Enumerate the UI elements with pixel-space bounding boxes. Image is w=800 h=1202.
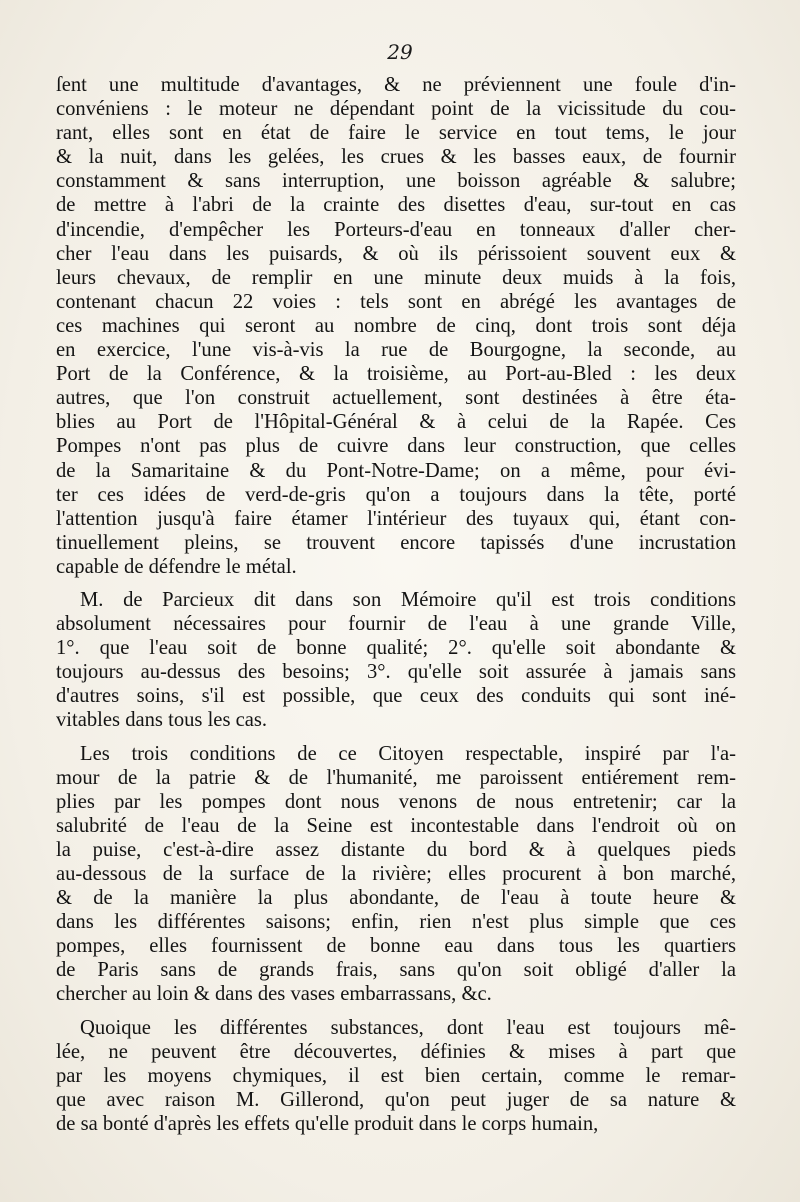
text-line: lée, ne peuvent être découvertes, définies & mises à part que xyxy=(56,1040,736,1063)
text-line: ſent une multitude d'avantages, & ne préviennent une foule d'in- xyxy=(56,74,736,96)
text-line: de sa bonté d'après les effets qu'elle produit dans le corps humain, xyxy=(56,1112,599,1135)
text-line: 1°. que l'eau soit de bonne qualité; 2°. qu'elle soit abondante & xyxy=(56,637,736,660)
text-line: tinuellement pleins, se trouvent encore tapissés d'une incrustation xyxy=(56,531,736,554)
text-line: M. de Parcieux dit dans son Mémoire qu'il est trois conditions xyxy=(80,588,736,611)
text-line: blies au Port de l'Hôpital-Général & à celui de la Rapée. Ces xyxy=(56,411,736,434)
text-line: toujours au-dessus des besoins; 3°. qu'elle soit assurée à jamais sans xyxy=(56,661,736,684)
text-line: au-dessous de la surface de la rivière; elles procurent à bon marché, xyxy=(56,863,736,885)
body-text xyxy=(56,73,736,1136)
text-line: leurs chevaux, de remplir en une minute deux muids à la fois, xyxy=(56,266,736,289)
text-line: convéniens : le moteur ne dépendant point de la vicissitude du cou- xyxy=(56,98,736,121)
paragraph-gap xyxy=(56,1007,736,1016)
text-line: salubrité de l'eau de la Seine est incontestable dans l'endroit où on xyxy=(56,814,736,837)
text-line: pompes, elles fournissent de bonne eau dans tous les quartiers xyxy=(56,935,736,958)
paragraph xyxy=(56,1016,736,1136)
text-line: la puise, c'est-à-dire assez distante du bord & à quelques pieds xyxy=(56,838,736,861)
text-line: contenant chacun 22 voies : tels sont en abrégé les avantages de xyxy=(56,290,736,313)
text-line: que avec raison M. Gillerond, qu'on peut juger de sa nature & xyxy=(56,1088,736,1111)
text-line: d'incendie, d'empêcher les Porteurs-d'eau en tonneaux d'aller cher- xyxy=(56,218,736,241)
text-line: constamment & sans interruption, une boisson agréable & salubre; xyxy=(56,170,736,193)
paragraph xyxy=(56,588,736,733)
paragraph-gap xyxy=(56,579,736,588)
text-line: ces machines qui seront au nombre de cinq, dont trois sont déja xyxy=(56,314,736,337)
text-line: Les trois conditions de ce Citoyen respectable, inspiré par l'a- xyxy=(80,742,736,765)
text-line: capable de défendre le métal. xyxy=(56,555,297,578)
text-line: par les moyens chymiques, il est bien certain, comme le remar- xyxy=(56,1064,736,1087)
text-line: plies par les pompes dont nous venons de nous entretenir; car la xyxy=(56,790,736,813)
text-line: Port de la Conférence, & la troisième, au Port-au-Bled : les deux xyxy=(56,363,736,386)
text-line: l'attention jusqu'à faire étamer l'intérieur des tuyaux qui, étant con- xyxy=(56,507,736,530)
text-line: cher l'eau dans les puisards, & où ils périssoient souvent eux & xyxy=(56,242,736,265)
paragraph-gap xyxy=(56,733,736,742)
text-line: de la Samaritaine & du Pont-Notre-Dame; on a même, pour évi- xyxy=(56,459,736,482)
text-line: de mettre à l'abri de la crainte des disettes d'eau, sur-tout en cas xyxy=(56,194,736,217)
text-line: vitables dans tous les cas. xyxy=(56,709,268,732)
text-line: chercher au loin & dans des vases embarrassans, &c. xyxy=(56,983,492,1006)
text-line: & de la manière la plus abondante, de l'eau à toute heure & xyxy=(56,887,736,910)
text-line: & la nuit, dans les gelées, les crues & les basses eaux, de fournir xyxy=(56,146,736,169)
page-number: 29 xyxy=(387,40,413,64)
text-line: Pompes n'ont pas plus de cuivre dans leur construction, que celles xyxy=(56,435,736,458)
text-line: de Paris sans de grands frais, sans qu'on soit obligé d'aller la xyxy=(56,959,736,982)
text-line: Quoique les différentes substances, dont l'eau est toujours mê- xyxy=(80,1016,736,1039)
paragraph xyxy=(56,73,736,579)
text-line: d'autres soins, s'il est possible, que ceux des conduits qui sont iné- xyxy=(56,685,736,708)
text-line: ter ces idées de verd-de-gris qu'on a toujours dans la tête, porté xyxy=(56,483,736,506)
text-line: autres, que l'on construit actuellement, sont destinées à être éta- xyxy=(56,387,736,410)
paragraph xyxy=(56,742,736,1007)
text-line: absolument nécessaires pour fournir de l'eau à une grande Ville, xyxy=(56,613,736,636)
text-line: mour de la patrie & de l'humanité, me paroissent entiérement rem- xyxy=(56,766,736,789)
text-line: en exercice, l'une vis-à-vis la rue de Bourgogne, la seconde, au xyxy=(56,339,736,362)
text-line: rant, elles sont en état de faire le service en tout tems, le jour xyxy=(56,122,736,145)
text-line: dans les différentes saisons; enfin, rien n'est plus simple que ces xyxy=(56,911,736,934)
